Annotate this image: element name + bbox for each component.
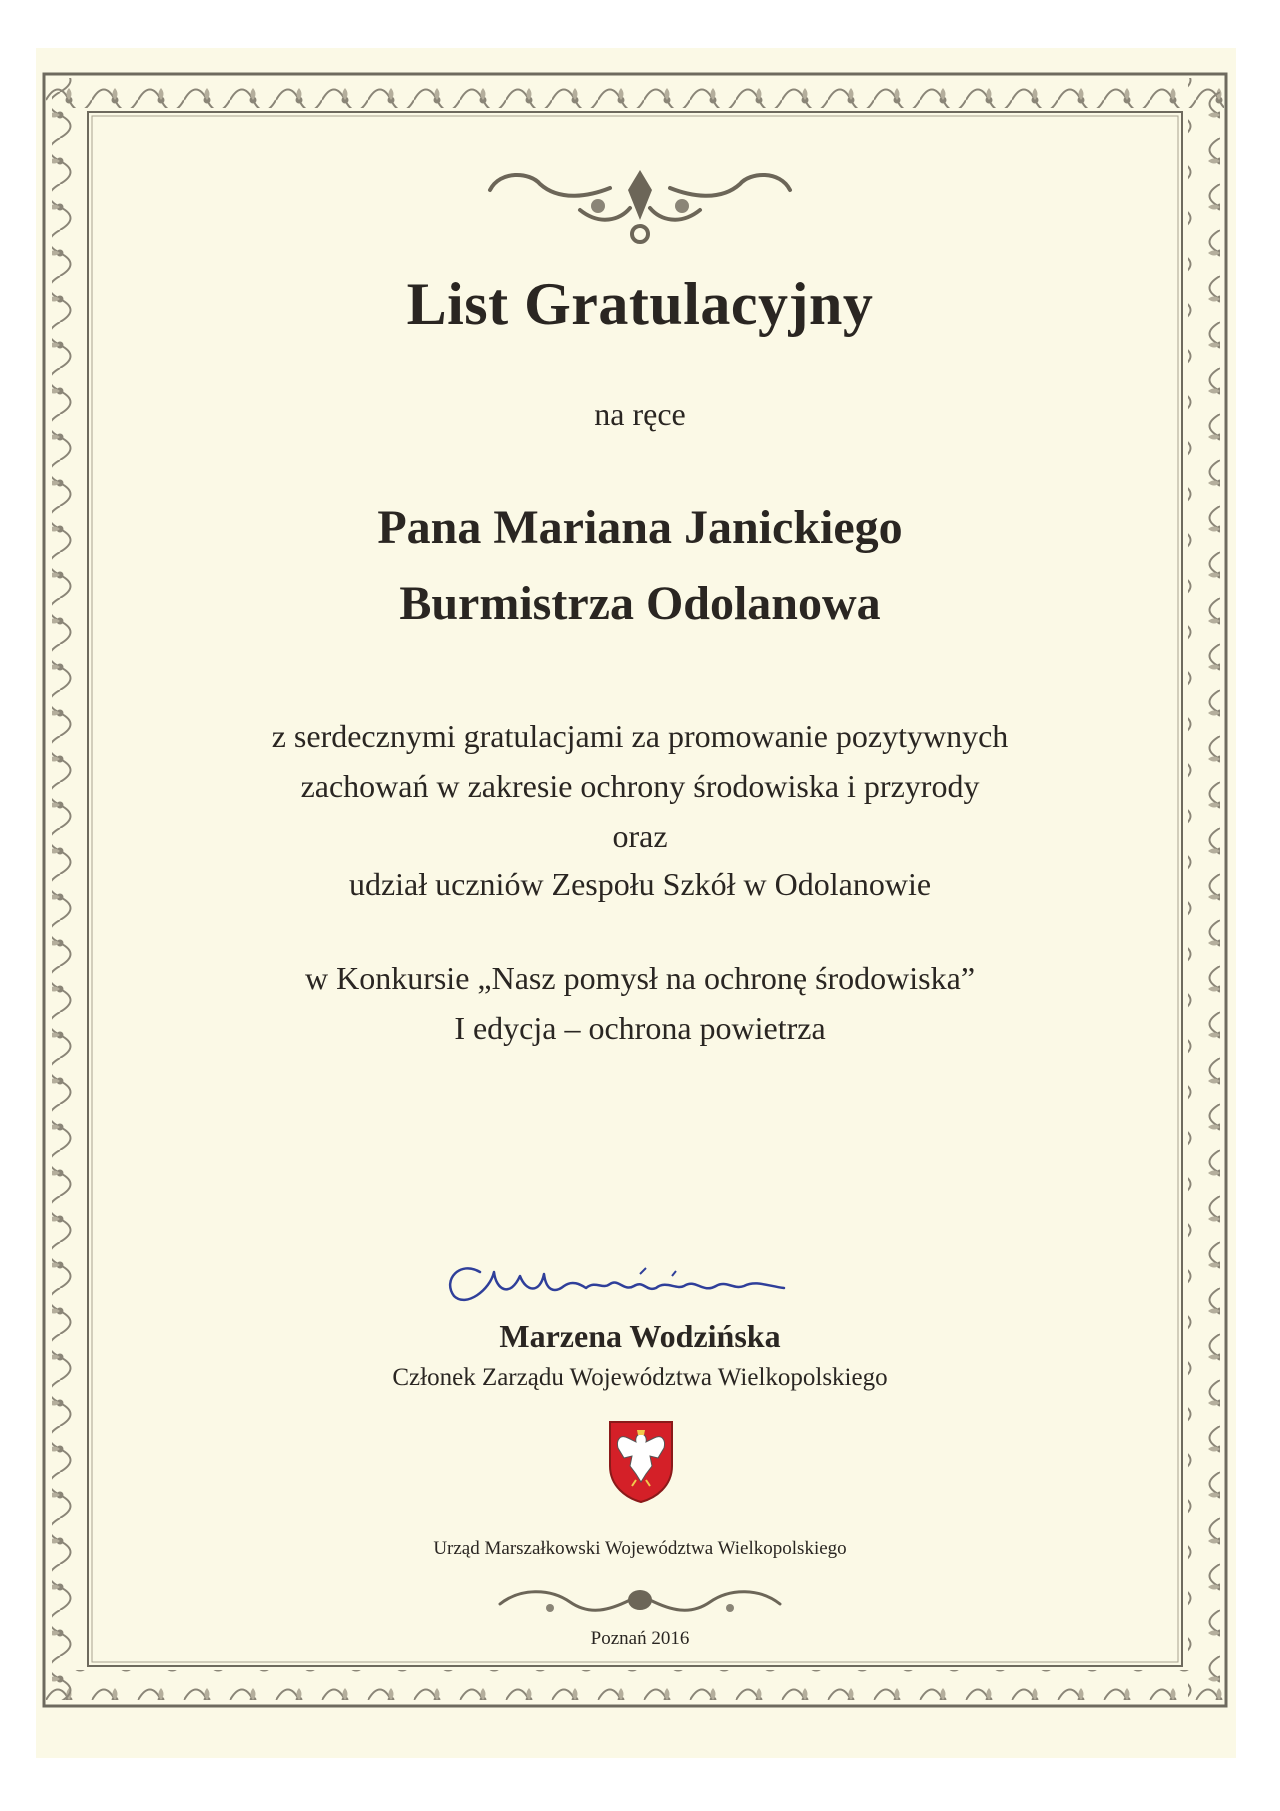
wielkopolska-eagle-crest-icon (606, 1418, 676, 1504)
top-flourish-icon (470, 150, 810, 260)
bottom-flourish-icon (490, 1580, 790, 1626)
body-line: oraz (612, 818, 668, 854)
body-line: udział uczniów Zespołu Szkół w Odolanowie (348, 866, 932, 902)
body-line: z serdecznymi gratulacjami za promowanie pozytywnych (271, 718, 1009, 754)
signer-name: Marzena Wodzińska (499, 1318, 781, 1354)
certificate-title: List Gratulacyjny (406, 271, 874, 337)
place-date: Poznań 2016 (590, 1628, 690, 1649)
handwritten-signature (440, 1250, 820, 1312)
recipient-name: Pana Mariana Janickiego (377, 501, 903, 554)
signer-role: Członek Zarządu Województwa Wielkopolskiego (392, 1364, 888, 1391)
contest-line: I edycja – ochrona powietrza (454, 1010, 826, 1046)
intro-text: na ręce (594, 396, 686, 432)
office-name: Urząd Marszałkowski Województwa Wielkopolskiego (433, 1538, 847, 1559)
recipient-title: Burmistrza Odolanowa (399, 577, 881, 630)
contest-line: w Konkursie „Nasz pomysł na ochronę środowiska” (304, 960, 976, 996)
body-line: zachowań w zakresie ochrony środowiska i przyrody (300, 768, 980, 804)
